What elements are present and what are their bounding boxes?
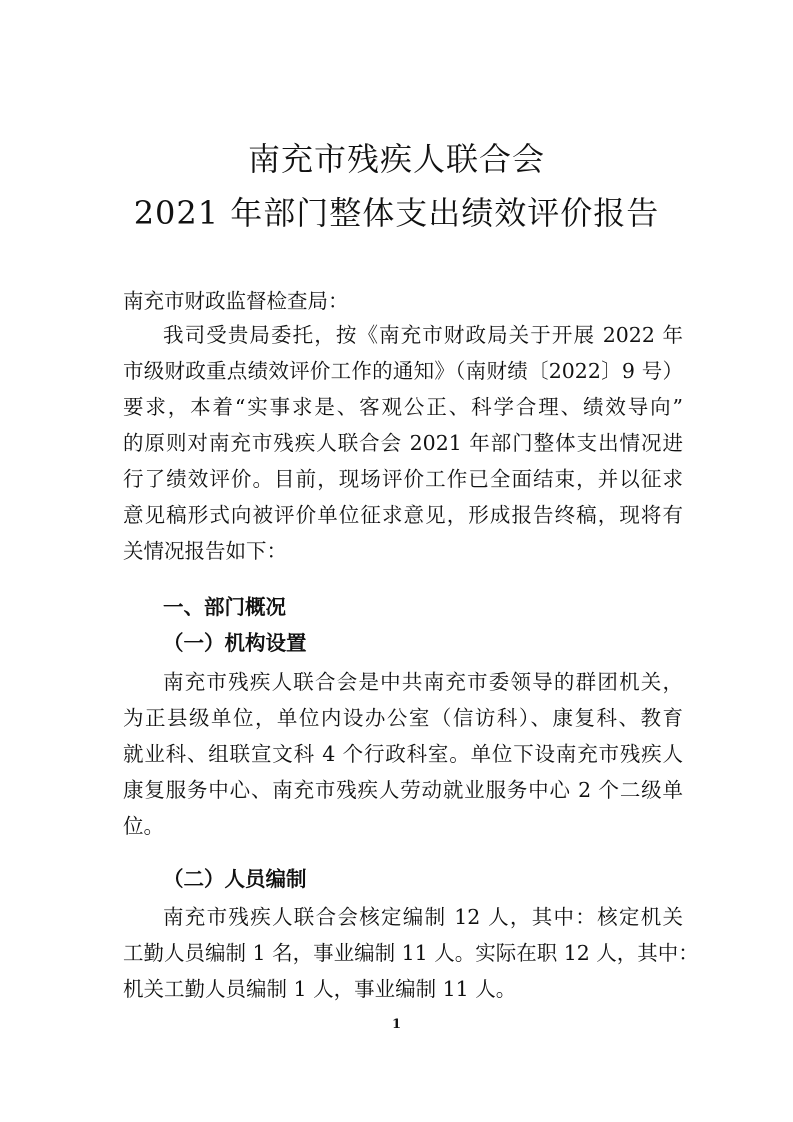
subsection-heading-1: （一）机构设置 xyxy=(163,631,307,655)
intro-line-5: 行了绩效评价。目前，现场评价工作已全面结束，并以征求 xyxy=(123,467,683,491)
intro-line-6: 意见稿形式向被评价单位征求意见，形成报告终稿，现将有 xyxy=(123,503,683,527)
subsection-1-line-5: 位。 xyxy=(123,814,164,838)
intro-line-4: 的原则对南充市残疾人联合会 2021 年部门整体支出情况进 xyxy=(123,431,683,455)
subsection-heading-2: （二）人员编制 xyxy=(163,867,307,891)
subsection-2-line-2: 工勤人员编制 1 名，事业编制 11 人。实际在职 12 人，其中： xyxy=(123,941,699,965)
page-number: 1 xyxy=(391,1017,402,1032)
intro-line-3: 要求，本着“实事求是、客观公正、科学合理、绩效导向” xyxy=(123,395,683,419)
subsection-1-line-2: 为正县级单位，单位内设办公室（信访科）、康复科、教育 xyxy=(123,706,683,730)
subsection-1-line-1: 南充市残疾人联合会是中共南充市委领导的群团机关， xyxy=(163,670,683,694)
section-heading-1: 一、部门概况 xyxy=(163,595,286,619)
intro-line-2: 市级财政重点绩效评价工作的通知》（南财绩〔2022〕9 号） xyxy=(123,359,683,383)
document-title-line-1: 南充市残疾人联合会 xyxy=(247,140,545,178)
intro-line-1: 我司受贵局委托，按《南充市财政局关于开展 2022 年 xyxy=(163,323,683,347)
subsection-1-line-4: 康复服务中心、南充市残疾人劳动就业服务中心 2 个二级单 xyxy=(123,778,683,802)
subsection-2-line-1: 南充市残疾人联合会核定编制 12 人，其中：核定机关 xyxy=(163,905,683,929)
intro-line-7: 关情况报告如下： xyxy=(123,539,287,563)
subsection-2-line-3: 机关工勤人员编制 1 人，事业编制 11 人。 xyxy=(123,977,517,1001)
subsection-1-line-3: 就业科、组联宣文科 4 个行政科室。单位下设南充市残疾人 xyxy=(123,742,683,766)
salutation: 南充市财政监督检查局： xyxy=(123,289,349,313)
document-title-line-2: 2021 年部门整体支出绩效评价报告 xyxy=(133,194,660,232)
